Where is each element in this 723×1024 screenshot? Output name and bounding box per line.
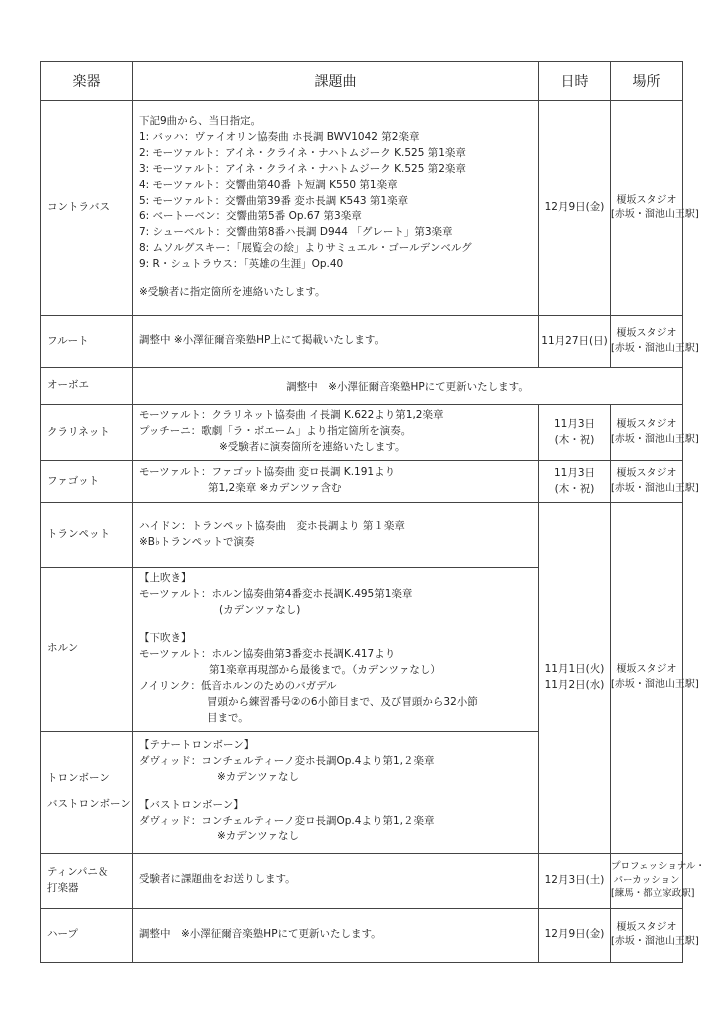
place-name: プロフェッショナル・ — [611, 860, 705, 872]
date-harp: 12月9日(金) — [539, 908, 611, 962]
contrabass-line: 9: R・シュトラウス：「英雄の生涯」Op.40 — [139, 258, 344, 271]
place-station: [練馬・都立家政駅] — [611, 888, 695, 900]
horn-line: モーツァルト：ホルン協奏曲第3番変ホ長調K.417より — [139, 647, 396, 660]
piece-contrabass — [133, 101, 539, 316]
place-name: パーカッション — [613, 874, 680, 886]
spacer — [139, 619, 534, 631]
spacer — [139, 273, 534, 285]
instrument-timpani — [41, 853, 133, 908]
horn-line: 第1楽章再現部から最後まで。（カデンツァなし） — [209, 663, 441, 676]
date-day: 11月1日(火) — [544, 663, 605, 676]
date-contrabass: 12月9日(金) — [539, 101, 611, 316]
instrument-trumpet: トランペット — [41, 503, 133, 568]
place-station: [赤坂・溜池山王駅] — [611, 433, 699, 445]
fagotto-line: 第1,2楽章 ※カデンツァ含む — [208, 482, 342, 494]
header-row — [41, 62, 683, 101]
contrabass-line: 下記9曲から、当日指定。 — [139, 114, 262, 127]
clarinet-line: プッチーニ：歌劇「ラ・ボエーム」より指定箇所を演奏。 — [139, 425, 412, 438]
trombone-section-label: 【テナートロンボーン】 — [139, 738, 255, 751]
row-harp — [41, 908, 683, 962]
header-piece: 課題曲 — [133, 62, 539, 101]
place-station: [赤坂・溜池山王駅] — [611, 482, 699, 494]
instrument-timpani-line: ティンパニ＆ — [47, 865, 109, 878]
piece-fagotto — [133, 461, 539, 503]
contrabass-note: ※受験者に指定箇所を連絡いたします。 — [139, 286, 326, 299]
place-name: 榎坂スタジオ — [616, 664, 677, 676]
trombone-line: ダヴィッド：コンチェルティーノ変ロ長調Op.4より第1,２楽章 — [139, 814, 435, 827]
row-fagotto — [41, 461, 683, 503]
place-station: [赤坂・溜池山王駅] — [611, 936, 699, 948]
place-timpani — [611, 853, 705, 908]
clarinet-note: ※受験者に演奏箇所を連絡いたします。 — [219, 440, 406, 453]
instrument-flute: フルート — [41, 316, 133, 368]
row-flute — [41, 316, 683, 368]
spacer — [47, 787, 132, 797]
piece-trombone — [133, 731, 539, 853]
contrabass-line: 1: バッハ：ヴァイオリン協奏曲 ホ長調 BWV1042 第2楽章 — [139, 130, 420, 143]
date-day: 11月2日(水) — [544, 678, 605, 691]
clarinet-line: モーツァルト：クラリネット協奏曲 イ長調 K.622より第1,2楽章 — [139, 409, 444, 422]
audition-schedule-table — [40, 61, 705, 963]
fagotto-line: モーツァルト：ファゴット協奏曲 変ロ長調 K.191より — [139, 466, 396, 479]
horn-line: ノイリンク：低音ホルンのためのバガデル — [139, 679, 337, 692]
piece-timpani: 受験者に課題曲をお送りします。 — [133, 853, 539, 908]
row-trumpet — [41, 503, 683, 568]
date-brass — [539, 503, 611, 854]
contrabass-line: 8: ムソルグスキー：「展覧会の絵」よりサミュエル・ゴールデンベルグ — [139, 242, 472, 255]
instrument-trombone — [41, 731, 133, 853]
instrument-fagotto: ファゴット — [41, 461, 133, 503]
place-clarinet — [611, 405, 699, 461]
contrabass-line: 3: モーツァルト：アイネ・クライネ・ナハトムジーク K.525 第2楽章 — [139, 162, 466, 175]
piece-flute: 調整中 ※小澤征爾音楽塾HP上にて掲載いたします。 — [133, 316, 539, 368]
header-date: 日時 — [539, 62, 611, 101]
row-contrabass — [41, 101, 683, 316]
date-fagotto — [539, 461, 611, 503]
date-flute: 11月27日(日) — [539, 316, 611, 368]
horn-line: モーツァルト：ホルン協奏曲第4番変ホ長調K.495第1楽章 — [139, 587, 413, 600]
place-brass — [611, 503, 699, 854]
date-weekday: (木・祝) — [554, 433, 595, 446]
instrument-oboe: オーボエ — [41, 368, 133, 405]
horn-section-label: 【下吹き】 — [139, 631, 192, 644]
row-timpani — [41, 853, 683, 908]
date-clarinet — [539, 405, 611, 461]
instrument-tenor-trombone: トロンボーン — [47, 772, 110, 785]
piece-trumpet — [133, 503, 539, 568]
contrabass-line: 2: モーツァルト：アイネ・クライネ・ナハトムジーク K.525 第1楽章 — [139, 146, 466, 159]
date-timpani: 12月3日(土) — [539, 853, 611, 908]
instrument-horn: ホルン — [41, 568, 133, 732]
place-name: 榎坂スタジオ — [616, 419, 677, 430]
row-clarinet — [41, 405, 683, 461]
place-name: 榎坂スタジオ — [616, 468, 677, 479]
place-station: [赤坂・溜池山王駅] — [611, 342, 699, 354]
piece-harp: 調整中 ※小澤征爾音楽塾HPにて更新いたします。 — [133, 908, 539, 962]
date-weekday: (木・祝) — [554, 482, 595, 495]
piece-horn — [133, 568, 539, 732]
trumpet-note: ※B♭トランペットで演奏 — [139, 535, 255, 548]
instrument-clarinet: クラリネット — [41, 405, 133, 461]
instrument-harp: ハープ — [41, 908, 133, 962]
header-instrument: 楽器 — [41, 62, 133, 101]
note-oboe: 調整中 ※小澤征爾音楽塾HPにて更新いたします。 — [133, 368, 683, 405]
date-day: 11月3日 — [553, 417, 596, 430]
trombone-section-label: 【バストロンボーン】 — [139, 798, 244, 811]
trombone-note: ※カデンツァなし — [217, 830, 299, 843]
place-name: 榎坂スタジオ — [616, 328, 677, 339]
contrabass-line: 4: モーツァルト：交響曲第40番 ト短調 K550 第1楽章 — [139, 178, 398, 191]
spacer — [139, 786, 534, 798]
place-name: 榎坂スタジオ — [616, 194, 677, 206]
header-place: 場所 — [611, 62, 683, 101]
horn-line: 目まで。 — [207, 711, 249, 724]
piece-clarinet — [133, 405, 539, 461]
trombone-note: ※カデンツァなし — [217, 770, 299, 783]
horn-section-label: 【上吹き】 — [139, 572, 192, 584]
contrabass-line: 6: ベートーベン：交響曲第5番 Op.67 第3楽章 — [139, 210, 362, 223]
trumpet-line: ハイドン：トランペット協奏曲 変ホ長調より 第１楽章 — [139, 519, 405, 532]
horn-line: (カデンツァなし) — [219, 603, 301, 616]
instrument-timpani-line: 打楽器 — [47, 881, 79, 894]
place-flute — [611, 316, 699, 368]
horn-line: 冒頭から練習番号②の6小節目まで、及び冒頭から32小節 — [207, 695, 478, 708]
place-harp — [611, 908, 699, 962]
instrument-contrabass: コントラバス — [41, 101, 133, 316]
contrabass-line: 7: シューベルト：交響曲第8番ハ長調 D944 「グレート」第3楽章 — [139, 226, 453, 239]
trombone-line: ダヴィッド：コンチェルティーノ変ホ長調Op.4より第1,２楽章 — [139, 754, 435, 767]
place-fagotto — [611, 461, 699, 503]
contrabass-line: 5: モーツァルト：交響曲第39番 変ホ長調 K543 第1楽章 — [139, 194, 409, 207]
place-station: [赤坂・溜池山王駅] — [611, 678, 699, 690]
place-name: 榎坂スタジオ — [616, 921, 677, 933]
instrument-bass-trombone: バストロンボーン — [47, 798, 131, 811]
row-oboe — [41, 368, 683, 405]
date-day: 11月3日 — [553, 466, 596, 479]
place-station: [赤坂・溜池山王駅] — [611, 209, 699, 220]
place-contrabass — [611, 101, 699, 316]
